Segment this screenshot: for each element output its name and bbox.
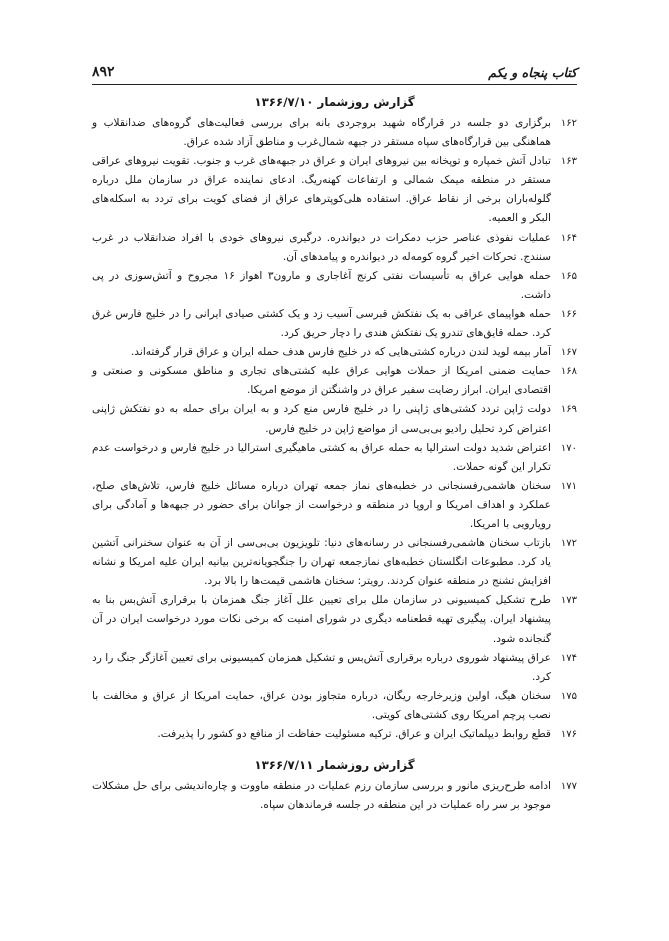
entry-number: ۱۶۹: [560, 404, 577, 416]
entry-number: ۱۷۶: [560, 729, 577, 740]
entry-item: [92, 534, 577, 591]
entry-item: [92, 725, 577, 744]
entry-text: آمار بیمه لوید لندن درباره کشتی‌هایی که در خلیج فارس هدف حمله ایران و عراق قرار گرفته‌اند.: [130, 346, 551, 359]
entry-text: حمایت ضمنی امریکا از حملات هوایی عراق علیه کشتی‌های تجاری و مناطق مسکونی و صنعتی و اقتصادی ایران. ابراز رضایت سفیر عراق در واشنگتن از موضع امریکا.: [92, 365, 551, 397]
entry-item: [92, 439, 577, 477]
entry-item: [92, 305, 577, 343]
entry-text: قطع روابط دیپلماتیک ایران و عراق. ترکیه مسئولیت حفاظت از منافع دو کشور را پذیرفت.: [157, 728, 551, 740]
page-content: [92, 93, 577, 815]
entry-number: ۱۶۴: [560, 232, 577, 244]
entry-number: ۱۶۳: [560, 156, 577, 168]
entry-item: [92, 229, 577, 267]
entry-number: ۱۶۲: [560, 118, 577, 129]
entry-number: ۱۷۱: [560, 480, 577, 492]
entry-text: سخنان هاشمی‌رفسنجانی در خطبه‌های نماز جمعه تهران درباره مسائل خلیج فارس، تلاش‌های صلح، عملکرد و اهداف امریکا و اروپا در منطقه و درخواست از جوانان برای حضور در جبهه‌ها و آمادگی برای رویارویی با امریکا.: [92, 479, 551, 530]
entry-text: حمله هواپیمای عراقی به یک نفتکش قبرسی آسیب زد و یک کشتی صیادی ایرانی را در خلیج فارس غرق کرد. حمله قایق‌های تندرو یک نفتکش هندی را دچار حریق کرد.: [92, 307, 551, 340]
entry-number: ۱۶۵: [560, 270, 577, 282]
entry-number: ۱۷۷: [560, 781, 577, 793]
entry-number: ۱۷۴: [560, 652, 577, 664]
entry-text: اعتراض شدید دولت استرالیا به حمله عراق به کشتی ماهیگیری استرالیا در خلیج فارس و درخواست عدم تکرار این گونه حملات.: [92, 441, 551, 473]
entry-text: دولت ژاپن تردد کشتی‌های ژاپنی را در خلیج فارس منع کرد و به ایران برای حمله به دو نفتکش ژاپنی اعتراض کرد تحلیل رادیو بی‌بی‌سی از مواضع ژاپن در خلیج فارس.: [92, 403, 551, 435]
entry-text: طرح تشکیل کمیسیونی در سازمان ملل برای تعیین علل آغاز جنگ همزمان با برقراری آتش‌بس بنا به پیشنهاد ایران. پیگیری تهیه قطعنامه دیگری در شورای امنیت که برخی نکات مورد درخواست ایران در آن گنجانده شود.: [92, 594, 551, 645]
entry-item: [92, 649, 577, 687]
entry-number: ۱۶۷: [560, 347, 577, 359]
entry-number: ۱۷۰: [560, 442, 577, 454]
entry-item: [92, 267, 577, 305]
book-title: کتاب پنجاه و یکم: [488, 64, 577, 80]
section-title: گزارش روزشمار ۱۳۶۶/۷/۱۱: [254, 758, 415, 773]
entry-item: [92, 400, 577, 438]
entry-item: [92, 114, 577, 152]
entry-item: [92, 477, 577, 534]
entry-text: حمله هوایی عراق به تأسیسات نفتی کرنج آغاجاری و مارون۳ اهواز ۱۶ مجروح و آتش‌سوزی در پی داشت.: [92, 269, 551, 301]
entry-number: ۱۷۳: [560, 595, 577, 607]
entry-text: تبادل آتش خمپاره و توپخانه بین نیروهای ایران و عراق در جبهه‌های غرب و جنوب. تقویت نیروهای عراقی مستقر در منطقه میمک شمالی و ارتفاعات کهنه‌ریگ. ادعای نماینده عراق در سازمان ملل درباره گلوله‌باران برخی از نقاط عراق. استفاده هلی‌کوپترهای عراق از فضای کویت برای تردد به اسکله‌های البکر و العمیه.: [92, 155, 551, 225]
entry-item: [92, 152, 577, 228]
entry-item: [92, 591, 577, 648]
entry-item: [92, 343, 577, 362]
section-title: گزارش روزشمار ۱۳۶۶/۷/۱۰: [254, 95, 415, 109]
page-number: ۸۹۲: [92, 64, 115, 80]
entry-item: [92, 362, 577, 400]
entry-text: ادامه طرح‌ریزی مانور و بررسی سازمان رزم عملیات در منطقه ماووت و چاره‌اندیشی برای حل مشکلات موجود بر سر راه عملیات در این منطقه در جلسه فرماندهان سپاه.: [92, 780, 551, 812]
entry-number: ۱۶۸: [560, 366, 577, 378]
entry-text: عملیات نفوذی عناصر حزب دمکرات در دیواندره. درگیری نیروهای خودی با افراد ضدانقلاب در غرب سنندج. تحرکات اخیر گروه کومه‌له در دیواندره و پیامدهای آن.: [92, 231, 551, 263]
entry-number: ۱۷۲: [560, 538, 577, 550]
entry-text: سخنان هیگ، اولین وزیرخارجه ریگان، درباره متجاوز بودن عراق، حمایت امریکا از عراق و مخالفت با نصب پرچم امریکا روی کشتی‌های کویتی.: [92, 689, 551, 721]
entry-number: ۱۷۵: [560, 690, 577, 702]
entry-number: ۱۶۶: [560, 308, 577, 320]
page-header: [92, 60, 577, 85]
entry-text: عراق پیشنهاد شوروی درباره برقراری آتش‌بس و تشکیل همزمان کمیسیونی برای تعیین آغازگر جنگ را رد کرد.: [92, 651, 551, 683]
entry-text: برگزاری دو جلسه در قرارگاه شهید بروجردی بانه برای بررسی فعالیت‌های گروه‌های ضدانقلاب و هماهنگی بین قرارگاه‌های سپاه مستقر در جبهه شمال‌غرب و مناطق آزاد شده عراق.: [92, 117, 551, 149]
entry-item: [92, 777, 577, 815]
entry-text: بازتاب سخنان هاشمی‌رفسنجانی در رسانه‌های دنیا: تلویزیون بی‌بی‌سی از آن به عنوان سخنرانی آتشین یاد کرد. مطبوعات انگلستان خطبه‌های نمازجمعه تهران را جنگجویانه‌ترین بیانیه ایران علیه امریکا و نشانه افزایش تشنج در منطقه عنوان کردند. رویتر: سخنان هاشمی قیمت‌ها را بالا برد.: [92, 537, 551, 588]
entry-item: [92, 687, 577, 725]
